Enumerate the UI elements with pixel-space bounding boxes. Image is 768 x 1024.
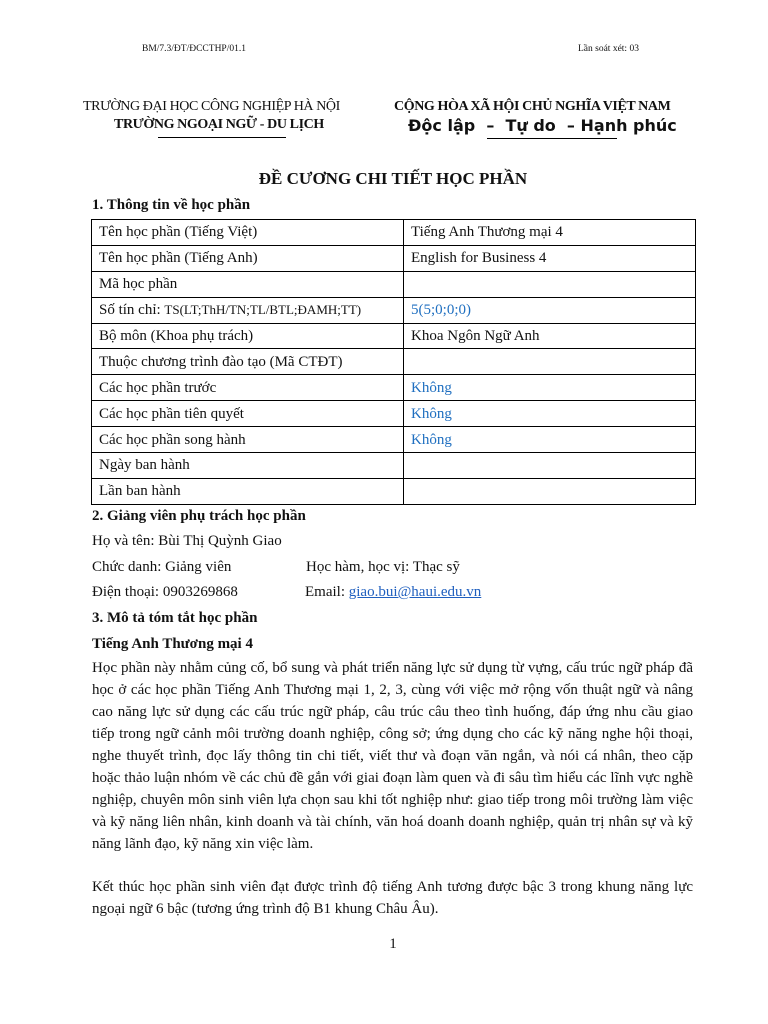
description-paragraph-1: Học phần này nhằm củng cố, bổ sung và phát triển năng lực sử dụng từ vựng, cấu trúc ngữ pháp đã học ở các học phần Tiếng Anh Thương mại 1, 2, 3, cùng với việc mở rộng vốn thuật ngữ và nâng cao năng lực sử dụng các cấu trúc ngữ pháp, câu trúc câu theo tình huống, đáp ứng nhu cầu giao tiếp trong ngữ cảnh môi trường doanh nghiệp, công sở; ứng dụng cho các kỹ năng nghe hội thoại, nghe thuyết trình, đọc lấy thông tin chi tiết, viết thư và đoạn văn ngắn, và nói cá nhân, theo cặp hoặc thảo luận nhóm về các chủ đề gắn với giai đoạn làm quen và đi sâu tìm hiểu các lĩnh vực nghề nghiệp, chuyên môn sinh viên lựa chọn sau khi tốt nghiệp như: giao tiếp trong môi trường làm việc và kỹ năng liên nhân, kinh doanh và tài chính, văn hoá doanh doanh nghiệp, quản trị nhân sự và kỹ năng lãnh đạo, kỹ năng xin việc làm. (92, 660, 693, 852)
faculty-name: TRƯỜNG NGOẠI NGỮ - DU LỊCH (114, 117, 324, 132)
page-number: 1 (389, 936, 397, 952)
info-row (92, 375, 696, 401)
info-label-cell (92, 349, 404, 375)
course-info-table (91, 219, 696, 505)
info-label: Các học phần tiên quyết (99, 405, 244, 422)
info-label-cell (92, 478, 404, 504)
info-row (92, 245, 696, 271)
motto-underline (487, 138, 617, 139)
info-label-detail: TS(LT;ThH/TN;TL/BTL;ĐAMH;TT) (164, 302, 362, 318)
info-value (404, 478, 696, 504)
info-row (92, 323, 696, 349)
description-paragraph-2: Kết thúc học phần sinh viên đạt được trình độ tiếng Anh tương được bậc 3 trong khung năng lực ngoại ngữ 6 bậc (tương ứng trình độ B1 khung Châu Âu). (92, 879, 693, 917)
course-title: Tiếng Anh Thương mại 4 (92, 636, 253, 652)
info-label: Tên học phần (Tiếng Việt) (99, 224, 258, 241)
info-label-cell (92, 297, 404, 323)
info-row (92, 453, 696, 479)
info-value: Không (404, 401, 696, 427)
info-value (404, 453, 696, 479)
info-value: English for Business 4 (404, 245, 696, 271)
info-label-cell (92, 401, 404, 427)
info-value: Tiếng Anh Thương mại 4 (404, 220, 696, 246)
info-row (92, 401, 696, 427)
info-value: Không (404, 427, 696, 453)
info-label: Mã học phần (99, 276, 178, 293)
info-label-cell (92, 375, 404, 401)
republic-name: CỘNG HÒA XÃ HỘI CHỦ NGHĨA VIỆT NAM (394, 99, 671, 114)
info-value (404, 349, 696, 375)
info-value: Khoa Ngôn Ngữ Anh (404, 323, 696, 349)
info-row (92, 220, 696, 246)
lecturer-name: Họ và tên: Bùi Thị Quỳnh Giao (92, 533, 282, 549)
info-label-cell (92, 220, 404, 246)
form-code: BM/7.3/ĐT/ĐCCTHP/01.1 (142, 44, 246, 54)
info-row (92, 297, 696, 323)
revision-number: Lần soát xét: 03 (578, 44, 639, 54)
info-label: Bộ môn (Khoa phụ trách) (99, 328, 254, 344)
info-value: 5(5;0;0;0) (404, 297, 696, 323)
email-link[interactable]: giao.bui@haui.edu.vn (348, 584, 482, 600)
info-row (92, 349, 696, 375)
info-label: Thuộc chương trình đào tạo (Mã CTĐT) (99, 353, 343, 370)
info-row (92, 271, 696, 297)
info-label-cell (92, 453, 404, 479)
faculty-underline (158, 137, 286, 138)
section2-heading: 2. Giảng viên phụ trách học phần (92, 508, 306, 524)
document-title: ĐỀ CƯƠNG CHI TIẾT HỌC PHẦN (258, 169, 528, 188)
info-value (404, 271, 696, 297)
info-label: Lần ban hành (99, 483, 181, 500)
section3-heading: 3. Mô tả tóm tắt học phần (92, 610, 258, 626)
lecturer-degree: Học hàm, học vị: Thạc sỹ (306, 559, 460, 575)
info-label: Các học phần song hành (99, 431, 246, 448)
university-name: TRƯỜNG ĐẠI HỌC CÔNG NGHIỆP HÀ NỘI (83, 99, 340, 114)
info-label: Các học phần trước (99, 379, 217, 396)
info-label: Tên học phần (Tiếng Anh) (99, 250, 258, 267)
info-row (92, 427, 696, 453)
email-label: Email: (305, 584, 349, 600)
lecturer-phone: Điện thoại: 0903269868 (92, 584, 238, 600)
info-value: Không (404, 375, 696, 401)
lecturer-email-row (305, 584, 481, 601)
info-label: Số tín chỉ: (99, 302, 165, 319)
info-label-cell (92, 323, 404, 349)
info-label-cell (92, 245, 404, 271)
info-label-cell (92, 271, 404, 297)
info-row (92, 478, 696, 504)
section1-heading: 1. Thông tin về học phần (92, 197, 251, 213)
info-label-cell (92, 427, 404, 453)
lecturer-position: Chức danh: Giảng viên (92, 559, 232, 575)
national-motto: Độc lập – Tự do – Hạnh phúc (408, 116, 677, 135)
info-label: Ngày ban hành (99, 457, 190, 474)
